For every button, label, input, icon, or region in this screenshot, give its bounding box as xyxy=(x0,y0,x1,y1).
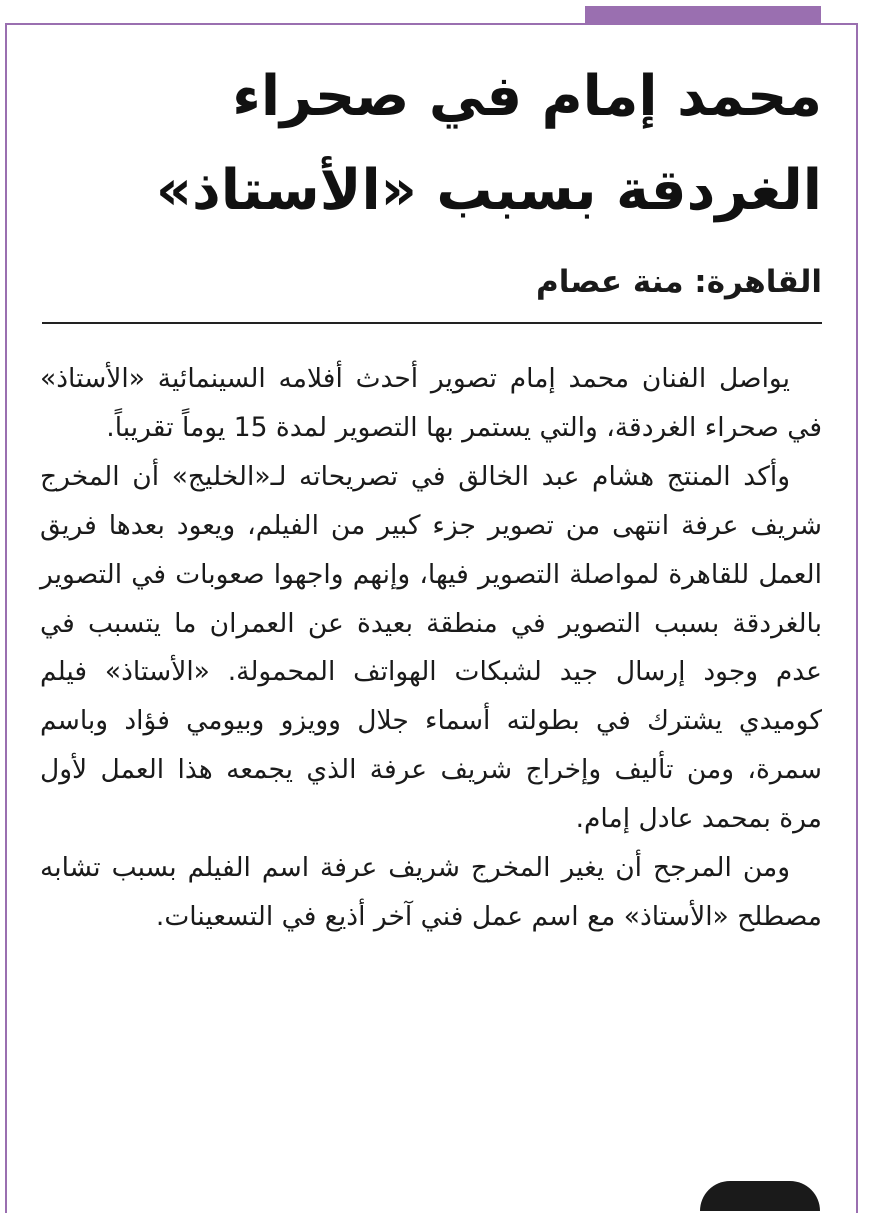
byline-divider xyxy=(42,322,822,324)
section-accent-tab xyxy=(585,6,821,24)
paragraph-1 xyxy=(40,355,822,453)
byline: القاهرة: منة عصام xyxy=(535,264,822,300)
paragraph-3-text: ومن المرجح أن يغير المخرج شريف عرفة اسم الفيلم بسبب تشابه مصطلح «الأستاذ» مع اسم عمل فني آخر أذيع في التسعينات. xyxy=(40,852,822,932)
article-headline xyxy=(40,50,822,238)
next-article-edge xyxy=(700,1181,820,1211)
paragraph-2-text: وأكد المنتج هشام عبد الخالق في تصريحاته لـ«الخليج» أن المخرج شريف عرفة انتهى من تصوير جزء كبير من الفيلم، ويعود بعدها فريق العمل للقاهرة لمواصلة التصوير فيها، وإنهم واجهوا صعوبات في التصوير بالغردقة بسبب التصوير في منطقة بعيدة عن العمران ما يتسبب في عدم وجود إرسال جيد لشبكات الهواتف المحمولة. «الأستاذ» فيلم كوميدي يشترك في بطولته أسماء جلال وويزو وبيومي فؤاد وباسم سمرة، ومن تأليف وإخراج شريف عرفة الذي يجمعه هذا العمل لأول مرة بمحمد عادل إمام. xyxy=(40,460,822,835)
paragraph-3 xyxy=(40,844,822,942)
headline-line-2: الغردقة بسبب «الأستاذ» xyxy=(155,158,822,223)
paragraph-1-text: يواصل الفنان محمد إمام تصوير أحدث أفلامه السينمائية «الأستاذ» في صحراء الغردقة، والتي يستمر بها التصوير لمدة 15 يوماً تقريباً. xyxy=(40,363,822,443)
headline-line-1: محمد إمام في صحراء xyxy=(232,64,822,129)
paragraph-2 xyxy=(40,453,822,844)
article-body xyxy=(40,355,822,942)
